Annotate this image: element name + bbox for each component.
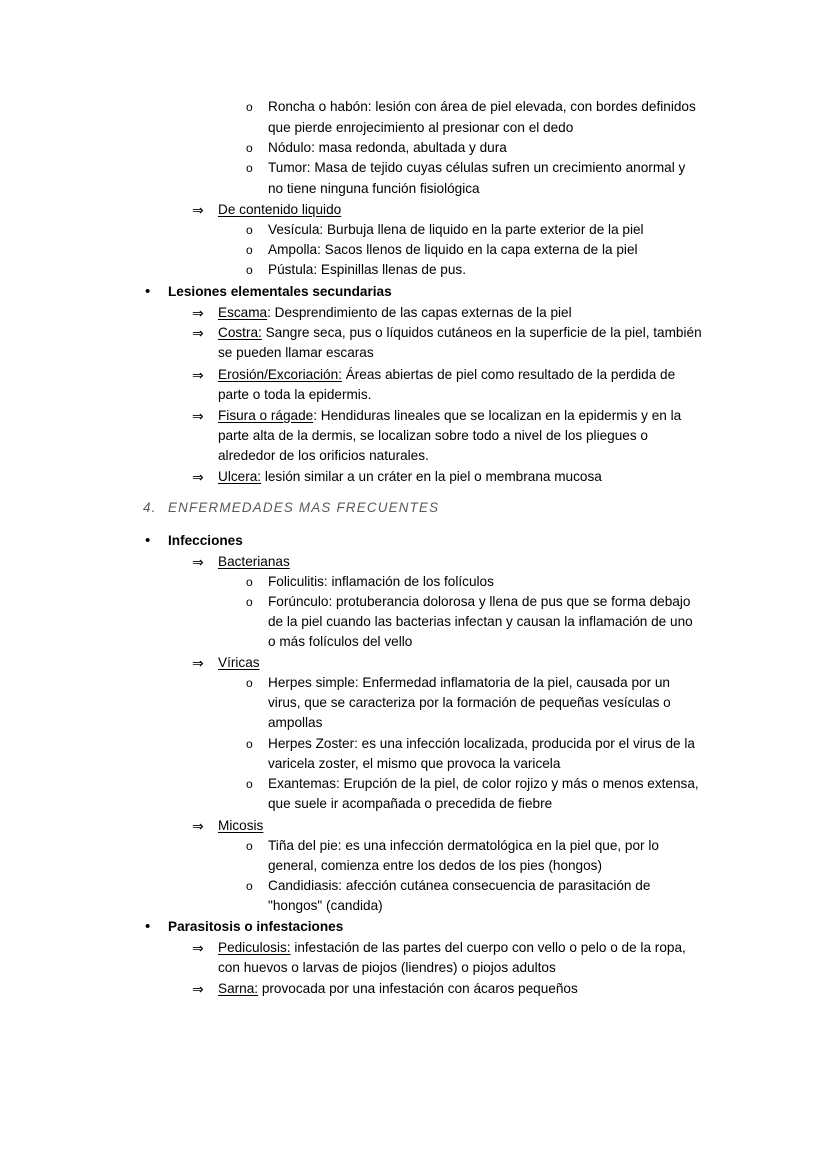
section-heading: ENFERMEDADES MAS FRECUENTES bbox=[168, 500, 440, 515]
arrow-bullet-icon: ⇒ bbox=[192, 940, 204, 956]
list-item-text: Nódulo: masa redonda, abultada y dura bbox=[268, 140, 507, 155]
bullet-icon: • bbox=[145, 283, 151, 300]
definition-text: Áreas abiertas de piel como resultado de la perdida de bbox=[341, 367, 676, 382]
subsection-title: Bacterianas bbox=[218, 554, 290, 569]
definition-term: Sarna: bbox=[218, 981, 259, 996]
arrow-bullet-icon: ⇒ bbox=[192, 202, 204, 218]
circle-bullet-icon: o bbox=[246, 777, 253, 791]
list-item-text: de la piel cuando las bacterias infectan y causan la inflamación de uno bbox=[268, 614, 693, 629]
circle-bullet-icon: o bbox=[246, 263, 253, 277]
definition-term: Pediculosis: bbox=[218, 940, 291, 955]
arrow-bullet-icon: ⇒ bbox=[192, 367, 204, 383]
list-item-text: Roncha o habón: lesión con área de piel elevada, con bordes definidos bbox=[268, 99, 696, 114]
list-item-text: Candidiasis: afección cutánea consecuencia de parasitación de bbox=[268, 878, 651, 893]
section-title: Parasitosis o infestaciones bbox=[168, 919, 344, 934]
list-item-text: Tiña del pie: es una infección dermatológica en la piel que, por lo bbox=[268, 838, 659, 853]
list-item-text: Forúnculo: protuberancia dolorosa y llena de pus que se forma debajo bbox=[268, 594, 691, 609]
list-item-text: Foliculitis: inflamación de los folículos bbox=[268, 574, 494, 589]
definition-term: Fisura o rágade bbox=[218, 408, 314, 423]
definition-item bbox=[218, 406, 681, 426]
arrow-bullet-icon: ⇒ bbox=[192, 469, 204, 485]
list-item-text: Herpes Zoster: es una infección localizada, producida por el virus de la bbox=[268, 736, 695, 751]
list-item-text: que pierde enrojecimiento al presionar con el dedo bbox=[268, 120, 574, 135]
definition-text: parte alta de la dermis, se localizan sobre todo a nivel de los pliegues o bbox=[218, 428, 648, 443]
list-item-text: Vesícula: Burbuja llena de liquido en la parte exterior de la piel bbox=[268, 222, 644, 237]
definition-item bbox=[218, 303, 572, 323]
definition-text: : Desprendimiento de las capas externas de la piel bbox=[267, 305, 572, 320]
arrow-bullet-icon: ⇒ bbox=[192, 655, 204, 671]
list-item-text: general, comienza entre los dedos de los pies (hongos) bbox=[268, 858, 603, 873]
definition-text: lesión similar a un cráter en la piel o membrana mucosa bbox=[261, 469, 602, 484]
definition-text: provocada por una infestación con ácaros pequeños bbox=[258, 981, 578, 996]
definition-item bbox=[218, 467, 602, 487]
section-number: 4. bbox=[143, 500, 157, 515]
definition-term: Escama bbox=[218, 305, 268, 320]
definition-text: se pueden llamar escaras bbox=[218, 345, 374, 360]
definition-text: con huevos o larvas de piojos (liendres) o piojos adultos bbox=[218, 960, 556, 975]
list-item-text: varicela zoster, el mismo que provoca la varicela bbox=[268, 756, 561, 771]
definition-text: alrededor de los orificios naturales. bbox=[218, 448, 429, 463]
bullet-icon: • bbox=[145, 918, 151, 935]
list-item-text: Herpes simple: Enfermedad inflamatoria de la piel, causada por un bbox=[268, 675, 670, 690]
definition-term: Costra: bbox=[218, 325, 262, 340]
list-item-text: Ampolla: Sacos llenos de liquido en la capa externa de la piel bbox=[268, 242, 638, 257]
subsection-title: De contenido liquido bbox=[218, 202, 342, 217]
definition-item bbox=[218, 938, 686, 958]
definition-item bbox=[218, 323, 702, 343]
circle-bullet-icon: o bbox=[246, 243, 253, 257]
arrow-bullet-icon: ⇒ bbox=[192, 981, 204, 997]
list-item-text: o más folículos del vello bbox=[268, 634, 413, 649]
arrow-bullet-icon: ⇒ bbox=[192, 305, 204, 321]
circle-bullet-icon: o bbox=[246, 676, 253, 690]
circle-bullet-icon: o bbox=[246, 100, 253, 114]
section-title: Lesiones elementales secundarias bbox=[168, 284, 392, 299]
definition-text: parte o toda la epidermis. bbox=[218, 387, 372, 402]
circle-bullet-icon: o bbox=[246, 141, 253, 155]
circle-bullet-icon: o bbox=[246, 575, 253, 589]
list-item-text: ampollas bbox=[268, 715, 323, 730]
list-item-text: Pústula: Espinillas llenas de pus. bbox=[268, 262, 466, 277]
arrow-bullet-icon: ⇒ bbox=[192, 408, 204, 424]
list-item-text: no tiene ninguna función fisiológica bbox=[268, 181, 480, 196]
list-item-text: Tumor: Masa de tejido cuyas células sufren un crecimiento anormal y bbox=[268, 160, 686, 175]
subsection-title: Micosis bbox=[218, 818, 264, 833]
circle-bullet-icon: o bbox=[246, 879, 253, 893]
arrow-bullet-icon: ⇒ bbox=[192, 554, 204, 570]
subsection-title: Víricas bbox=[218, 655, 260, 670]
definition-item bbox=[218, 979, 578, 999]
definition-text: : Hendiduras lineales que se localizan en la epidermis y en la bbox=[313, 408, 682, 423]
definition-text: Sangre seca, pus o líquidos cutáneos en la superficie de la piel, también bbox=[261, 325, 702, 340]
circle-bullet-icon: o bbox=[246, 737, 253, 751]
circle-bullet-icon: o bbox=[246, 839, 253, 853]
definition-term: Ulcera: bbox=[218, 469, 262, 484]
circle-bullet-icon: o bbox=[246, 595, 253, 609]
definition-item bbox=[218, 365, 675, 385]
circle-bullet-icon: o bbox=[246, 223, 253, 237]
arrow-bullet-icon: ⇒ bbox=[192, 818, 204, 834]
definition-term: Erosión/Excoriación: bbox=[218, 367, 342, 382]
arrow-bullet-icon: ⇒ bbox=[192, 325, 204, 341]
list-item-text: Exantemas: Erupción de la piel, de color rojizo y más o menos extensa, bbox=[268, 776, 699, 791]
bullet-icon: • bbox=[145, 532, 151, 549]
list-item-text: "hongos" (candida) bbox=[268, 898, 383, 913]
list-item-text: que suele ir acompañada o precedida de fiebre bbox=[268, 796, 553, 811]
section-title: Infecciones bbox=[168, 533, 243, 548]
circle-bullet-icon: o bbox=[246, 161, 253, 175]
list-item-text: virus, que se caracteriza por la formación de pequeñas vesículas o bbox=[268, 695, 671, 710]
definition-text: infestación de las partes del cuerpo con vello o pelo o de la ropa, bbox=[290, 940, 686, 955]
